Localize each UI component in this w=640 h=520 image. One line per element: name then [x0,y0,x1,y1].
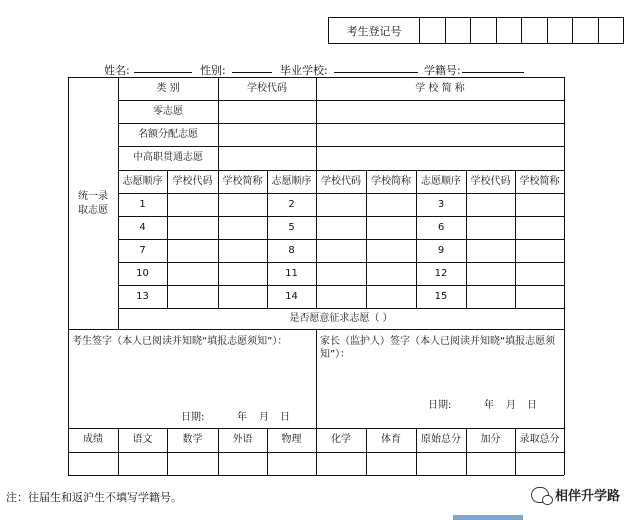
grid-line [118,100,564,101]
order-number: 12 [434,268,448,279]
student-id-field[interactable] [462,72,524,73]
unified-admission-label-1: 统一录 [78,191,108,202]
order-number: 11 [285,268,298,279]
unified-admission-label-2: 取志愿 [78,205,108,216]
parent-signature-label: 家长（监护人）签字（本人已阅读并知晓“填报志愿须知”）： [320,336,556,360]
score-header: 录取总分 [519,434,560,445]
brand-name: 相伴升学路 [554,489,620,504]
score-header: 成绩 [83,434,103,445]
grid-line [118,308,564,309]
grid-line [68,77,69,475]
header-school-code: 学校代码 [247,83,287,94]
order-number: 4 [139,222,146,233]
col-header: 学校简称 [371,176,411,187]
student-date-label: 日期: [181,412,205,423]
grid-line [316,329,317,428]
col-header: 志愿顺序 [122,176,163,187]
row-quota-volunteer: 名额分配志愿 [138,129,198,140]
willing-solicit-row[interactable]: 是否愿意征求志愿（ ） [289,313,393,324]
grid-line [416,170,417,308]
registration-cell[interactable] [599,18,624,43]
parent-date-label: 日期: [428,400,452,411]
grid-line [118,216,564,217]
grid-line [118,239,564,240]
grid-line [118,170,564,171]
student-date-day: 日 [280,412,290,423]
name-field[interactable] [134,72,192,73]
name-label: 姓名: [104,64,130,77]
school-label: 毕业学校: [280,64,328,77]
order-number: 3 [437,199,445,210]
score-header: 物理 [281,434,302,445]
registration-cell[interactable] [497,18,523,43]
grid-line [167,170,168,308]
order-number: 15 [434,291,448,302]
col-header: 志愿顺序 [421,176,461,187]
col-header: 学校代码 [172,176,213,187]
score-header: 外语 [232,434,253,445]
registration-label: 考生登记号 [329,18,420,43]
col-header: 学校代码 [321,176,361,187]
partial-bar [453,515,523,520]
parent-date-year: 年 [484,400,494,411]
score-header: 体育 [381,434,401,445]
header-school-name: 学 校 简 称 [415,83,465,94]
order-number: 7 [139,245,146,256]
row-vocational-volunteer: 中高职贯通志愿 [133,152,203,163]
order-number: 13 [136,291,149,302]
row-zero-volunteer: 零志愿 [153,106,183,117]
school-field[interactable] [334,72,418,73]
registration-cell[interactable] [573,18,599,43]
grid-line [267,170,268,308]
grid-line [515,170,516,308]
col-header: 学校代码 [470,176,511,187]
score-header: 数学 [182,434,203,445]
order-number: 9 [437,245,445,256]
col-header: 学校简称 [222,176,263,187]
score-header: 语文 [132,434,153,445]
score-header: 原始总分 [421,434,461,445]
grid-line [316,170,317,308]
grid-line [118,193,564,194]
grid-line [118,146,564,147]
brand-watermark [531,485,620,504]
gender-label: 性别: [200,64,226,77]
grid-line [218,170,219,308]
col-header: 志愿顺序 [271,176,312,187]
student-date-month: 月 [259,412,269,423]
parent-date-day: 日 [527,400,537,411]
order-number: 6 [437,222,445,233]
grid-line [118,285,564,286]
registration-number-box [328,17,624,44]
grid-line [118,262,564,263]
student-id-label: 学籍号: [424,64,461,77]
wechat-icon [531,487,549,503]
order-number: 8 [288,245,295,256]
student-signature-label: 考生签字（本人已阅读并知晓“填报志愿须知”）： [72,336,288,347]
grid-line [366,170,367,308]
registration-cell[interactable] [420,18,446,43]
grid-line [564,77,565,475]
score-header: 加分 [480,434,501,445]
order-number: 14 [285,291,298,302]
footer-note: 注：往届生和返沪生不填写学籍号。 [6,491,182,504]
grid-line [466,170,467,308]
gender-field[interactable] [232,72,272,73]
order-number: 5 [288,222,295,233]
order-number: 2 [288,199,295,210]
header-category: 类 别 [156,83,180,94]
parent-date-month: 月 [506,400,516,411]
registration-cell[interactable] [522,18,548,43]
order-number: 10 [136,268,149,279]
registration-cell[interactable] [548,18,574,43]
grid-line [68,475,564,476]
student-date-year: 年 [237,412,247,423]
score-header: 化学 [331,434,351,445]
order-number: 1 [139,199,146,210]
registration-cell[interactable] [471,18,497,43]
col-header: 学校简称 [519,176,560,187]
registration-cell[interactable] [446,18,472,43]
grid-line [118,123,564,124]
